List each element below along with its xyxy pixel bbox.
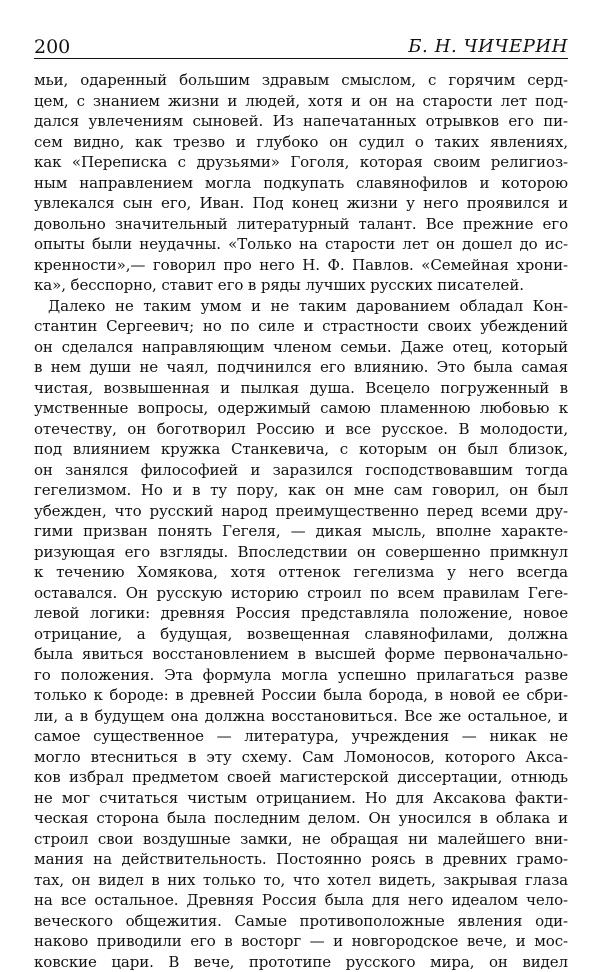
text-line: не мог считаться чистым отрицанием. Но для Аксакова факти- xyxy=(34,788,568,809)
text-line: довольно значительный литературный талант. Все прежние его xyxy=(34,214,568,235)
text-line: на все остальное. Древняя Россия была для него идеалом чело- xyxy=(34,890,568,911)
body-text xyxy=(34,70,568,972)
text-line: левой логики: древняя Россия представляла положение, новое xyxy=(34,603,568,624)
running-head: Б. Н. ЧИЧЕРИН xyxy=(408,36,568,58)
text-line: опыты были неудачны. «Только на старости лет он дошел до ис- xyxy=(34,234,568,255)
text-line: го положения. Эта формула могла успешно прилагаться разве xyxy=(34,665,568,686)
text-line: умственные вопросы, одержимый самою пламенною любовью к xyxy=(34,398,568,419)
text-line: ческая сторона была последним делом. Он уносился в облака и xyxy=(34,808,568,829)
text-line: в нем души не чаял, подчинился его влиянию. Это была самая xyxy=(34,357,568,378)
text-line: к течению Хомякова, хотя оттенок гегелизма у него всегда xyxy=(34,562,568,583)
text-line: убежден, что русский народ преимущественно перед всеми дру- xyxy=(34,501,568,522)
text-line: стантин Сергеевич; но по силе и страстности своих убеждений xyxy=(34,316,568,337)
text-line: сем видно, как трезво и глубоко он судил о таких явлениях, xyxy=(34,132,568,153)
text-line: ным направлением могла подкупать славянофилов и которою xyxy=(34,173,568,194)
text-line: чистая, возвышенная и пылкая душа. Всецело погруженный в xyxy=(34,378,568,399)
text-line: как «Переписка с друзьями» Гоголя, которая своим религиоз- xyxy=(34,152,568,173)
text-line: цем, с знанием жизни и людей, хотя и он на старости лет под- xyxy=(34,91,568,112)
text-line: только к бороде: в древней России была борода, в новой ее сбри- xyxy=(34,685,568,706)
text-line: ка», бесспорно, ставит его в ряды лучших русских писателей. xyxy=(34,275,568,296)
text-line: мьи, одаренный большим здравым смыслом, с горячим серд- xyxy=(34,70,568,91)
text-line: дался увлечениям сыновей. Из напечатанных отрывков его пи- xyxy=(34,111,568,132)
text-line: гегелизмом. Но и в ту пору, как он мне сам говорил, он был xyxy=(34,480,568,501)
text-line: он сделался направляющим членом семьи. Даже отец, который xyxy=(34,337,568,358)
text-line: ковские цари. В вече, прототипе русского мира, он видел xyxy=(34,952,568,972)
text-line: тах, он видел в них только то, что хотел видеть, закрывая глаза xyxy=(34,870,568,891)
text-line: отрицание, а будущая, возвещенная славянофилами, должна xyxy=(34,624,568,645)
text-line: была явиться восстановлением в высшей форме первоначально- xyxy=(34,644,568,665)
text-line: он занялся философией и заразился господствовавшим тогда xyxy=(34,460,568,481)
text-line: мания на действительность. Постоянно роясь в древних грамо- xyxy=(34,849,568,870)
text-line: гими призван понять Гегеля, — дикая мысль, вполне характе- xyxy=(34,521,568,542)
text-line: отечеству, он боготворил Россию и все русское. В молодости, xyxy=(34,419,568,440)
text-line: оставался. Он русскую историю строил по всем правилам Геге- xyxy=(34,583,568,604)
text-line: Далеко не таким умом и не таким дарованием обладал Кон- xyxy=(34,296,568,317)
text-line: самое существенное — литература, учреждения — никак не xyxy=(34,726,568,747)
page-number: 200 xyxy=(34,36,70,58)
text-line: увлекался сын его, Иван. Под конец жизни у него проявился и xyxy=(34,193,568,214)
text-line: кренности»,— говорил про него Н. Ф. Павлов. «Семейная хрони- xyxy=(34,255,568,276)
text-line: наково приводили его в восторг — и новгородское вече, и мос- xyxy=(34,931,568,952)
text-line: ков избрал предметом своей магистерской диссертации, отнюдь xyxy=(34,767,568,788)
text-line: строил свои воздушные замки, не обращая ни малейшего вни- xyxy=(34,829,568,850)
book-page xyxy=(34,36,568,972)
text-line: ли, а в будущем она должна восстановиться. Все же остальное, и xyxy=(34,706,568,727)
text-line: веческого общежития. Самые противоположные явления оди- xyxy=(34,911,568,932)
page-header xyxy=(34,36,568,59)
text-line: ризующая его взгляды. Впоследствии он совершенно примкнул xyxy=(34,542,568,563)
text-line: могло втесниться в эту схему. Сам Ломоносов, которого Акса- xyxy=(34,747,568,768)
text-line: под влиянием кружка Станкевича, с которым он был близок, xyxy=(34,439,568,460)
